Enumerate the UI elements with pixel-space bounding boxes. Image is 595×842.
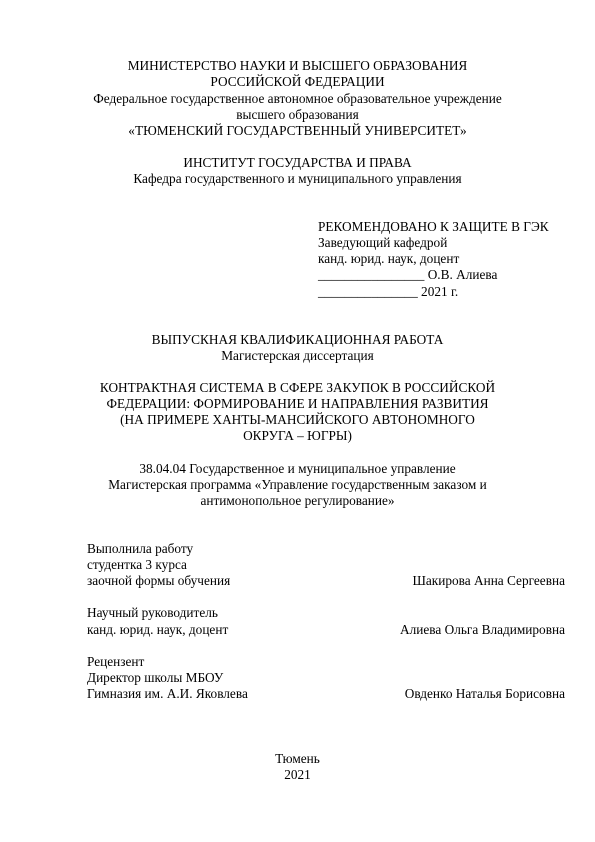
specialty: 38.04.04 Государственное и муниципальное управление	[139, 461, 456, 476]
thesis-title-line-1: КОНТРАКТНАЯ СИСТЕМА В СФЕРЕ ЗАКУПОК В РОССИЙСКОЙ	[99, 380, 496, 395]
reviewer-label-line-3: Гимназия им. А.И. Яковлева	[87, 686, 248, 701]
department-name: Кафедра государственного и муниципального управления	[133, 171, 462, 186]
ministry-line-2: РОССИЙСКОЙ ФЕДЕРАЦИИ	[210, 74, 385, 89]
author-name: Шакирова Анна Сергеевна	[412, 573, 565, 588]
author-label-line-1: Выполнила работу	[87, 541, 194, 556]
program-line-2: антимонопольное регулирование»	[200, 493, 395, 508]
ministry-line-1: МИНИСТЕРСТВО НАУКИ И ВЫСШЕГО ОБРАЗОВАНИЯ	[127, 58, 468, 73]
author-label-line-2: студентка 3 курса	[87, 557, 187, 572]
city: Тюмень	[275, 751, 320, 766]
reviewer-label-line-2: Директор школы МБОУ	[87, 670, 224, 685]
supervisor-name: Алиева Ольга Владимировна	[400, 622, 565, 637]
institute-name: ИНСТИТУТ ГОСУДАРСТВА И ПРАВА	[183, 155, 412, 170]
thesis-title-line-3: (НА ПРИМЕРЕ ХАНТЫ-МАНСИЙСКОГО АВТОНОМНОГО	[120, 412, 475, 427]
institution-line-2: высшего образования	[236, 107, 359, 122]
approval-degree: канд. юрид. наук, доцент	[318, 251, 460, 266]
reviewer-name: Овденко Наталья Борисовна	[404, 686, 565, 701]
program-line-1: Магистерская программа «Управление государственным заказом и	[108, 477, 487, 492]
reviewer-label-line-1: Рецензент	[87, 654, 145, 669]
thesis-title-line-4: ОКРУГА – ЮГРЫ)	[243, 428, 352, 443]
supervisor-label-line-2: канд. юрид. наук, доцент	[87, 622, 229, 637]
year: 2021	[284, 767, 311, 782]
work-subtype: Магистерская диссертация	[221, 348, 374, 363]
approval-signature-line: ________________ О.В. Алиева	[318, 267, 498, 282]
approval-date-line: _______________ 2021 г.	[318, 284, 459, 299]
approval-title: РЕКОМЕНДОВАНО К ЗАЩИТЕ В ГЭК	[318, 219, 549, 234]
university-name: «ТЮМЕНСКИЙ ГОСУДАРСТВЕННЫЙ УНИВЕРСИТЕТ»	[128, 123, 467, 138]
supervisor-label-line-1: Научный руководитель	[87, 605, 218, 620]
author-label-line-3: заочной формы обучения	[87, 573, 231, 588]
institution-line-1: Федеральное государственное автономное образовательное учреждение	[93, 91, 502, 106]
work-type: ВЫПУСКНАЯ КВАЛИФИКАЦИОННАЯ РАБОТА	[151, 332, 444, 347]
approval-position: Заведующий кафедрой	[318, 235, 448, 250]
thesis-title-line-2: ФЕДЕРАЦИИ: ФОРМИРОВАНИЕ И НАПРАВЛЕНИЯ РАЗВИТИЯ	[106, 396, 489, 411]
